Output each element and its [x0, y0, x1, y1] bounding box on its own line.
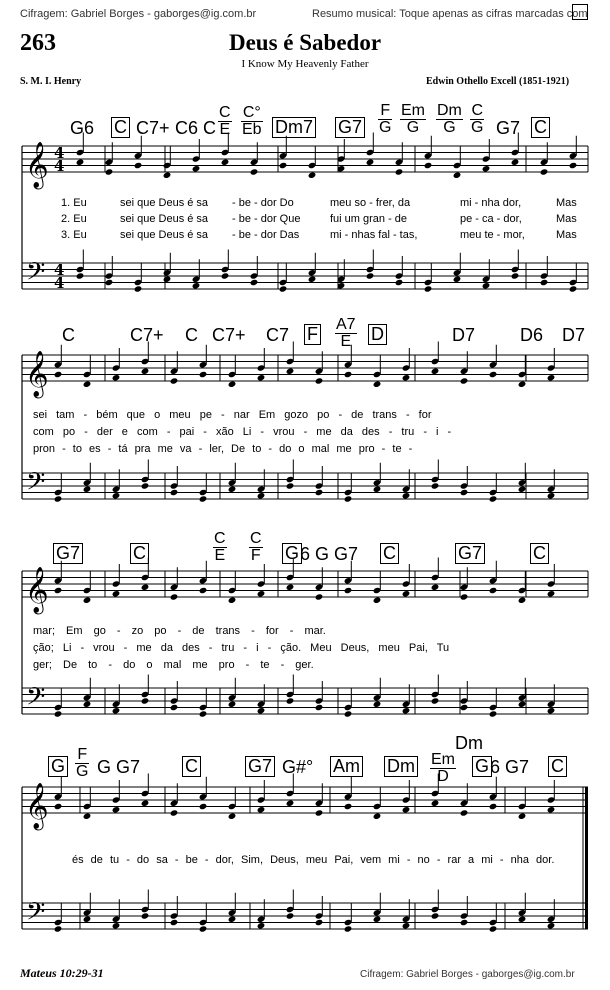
notehead [199, 587, 208, 594]
chord-marked: G [282, 543, 302, 564]
lyric-verse-1: Mas [556, 197, 577, 209]
notehead [286, 697, 295, 704]
notehead [431, 800, 440, 807]
notehead [199, 925, 208, 932]
chord-marked: G7 [53, 543, 83, 564]
notehead [431, 368, 440, 375]
chord-marked: G7 [335, 117, 365, 138]
lyric-verse-2: fui um gran - de [330, 213, 408, 225]
notehead [221, 159, 230, 166]
notehead [569, 162, 578, 169]
notehead [228, 597, 237, 604]
notehead [228, 916, 237, 923]
notehead [453, 276, 462, 283]
notehead [460, 809, 469, 816]
chord-marked: G [472, 756, 492, 777]
lyric-verse-3: ger; De to - do o mal me pro - te - ger. [33, 659, 314, 671]
notehead [170, 377, 179, 384]
notehead [395, 168, 404, 175]
notehead [105, 168, 114, 175]
notehead [344, 803, 353, 810]
notehead [192, 282, 201, 289]
lyric-verse-2: - be - dor Que [232, 213, 301, 225]
lyric-verse-1: meu so - frer, da [330, 197, 411, 209]
notehead [286, 368, 295, 375]
chord: G G7 [97, 757, 141, 777]
treble-clef: 𝄞 [25, 783, 49, 829]
notehead [460, 377, 469, 384]
notehead [489, 495, 498, 502]
notehead [569, 285, 578, 292]
slash-chord: $\frac{C}{E}$ [219, 104, 231, 138]
chord-marked: C [111, 117, 130, 138]
notehead [431, 584, 440, 591]
notehead [489, 925, 498, 932]
notehead [112, 374, 121, 381]
chord-marked: F [304, 324, 321, 345]
notehead [286, 482, 295, 489]
notehead [547, 492, 556, 499]
notehead [315, 377, 324, 384]
bass-clef: 𝄢 [26, 897, 46, 933]
notehead [373, 916, 382, 923]
slash-chord: $\frac{Em}{D}$ [431, 751, 455, 785]
slash-chord: $\frac{Dm}{G}$ [437, 102, 462, 136]
lyric-verse-3: - be - dor Das [232, 229, 300, 241]
notehead [163, 276, 172, 283]
bass-clef: 𝄢 [26, 257, 46, 293]
notehead [482, 282, 491, 289]
chord: D6 [520, 325, 544, 345]
notehead [460, 919, 469, 926]
chord: C [203, 118, 216, 138]
chord-marked: C [531, 117, 550, 138]
lyric-verse-2: pe - ca - dor, [460, 213, 522, 225]
header-summary-note: Resumo musical: Toque apenas as cifras marcadas com [312, 8, 588, 20]
chord-marked: C [380, 543, 399, 564]
lyric-verse-1: mar; Em go - zo po - de trans - for - mar. [33, 625, 326, 637]
notehead [286, 584, 295, 591]
notehead [547, 590, 556, 597]
notehead [402, 922, 411, 929]
notehead [366, 159, 375, 166]
notehead [518, 486, 527, 493]
chord: 6 G G7 [300, 544, 359, 564]
notehead [540, 279, 549, 286]
notehead [257, 590, 266, 597]
notehead [221, 272, 230, 279]
slash-chord: $\frac{C}{E}$ [214, 530, 226, 564]
notehead [54, 371, 63, 378]
notehead [315, 704, 324, 711]
notehead [112, 707, 121, 714]
notehead [83, 381, 92, 388]
lyric-verse-3: Mas [556, 229, 577, 241]
chord: 6 G7 [490, 757, 530, 777]
lyric-verse-1: sei que Deus é sa [120, 197, 209, 209]
notehead [170, 704, 179, 711]
slash-chord: $\frac{C}{G}$ [471, 102, 484, 136]
notehead [83, 486, 92, 493]
notehead [540, 168, 549, 175]
notehead [257, 374, 266, 381]
notehead [112, 492, 121, 499]
notehead [54, 587, 63, 594]
chord-marked: Dm [384, 756, 418, 777]
notehead [279, 162, 288, 169]
time-signature-bottom: 4 [54, 274, 65, 292]
chord: C [185, 325, 198, 345]
notehead [257, 492, 266, 499]
notehead [83, 813, 92, 820]
notehead [489, 710, 498, 717]
notehead [431, 697, 440, 704]
chord-marked: C [548, 756, 567, 777]
chord: D7 [452, 325, 476, 345]
notehead [83, 701, 92, 708]
time-signature-top: 4 [54, 144, 65, 162]
chord-marked: G [48, 756, 68, 777]
notehead [54, 925, 63, 932]
lyric-verse-2: sei que Deus é sa [120, 213, 209, 225]
lyric-verse-1: sei tam - bém que o meu pe - nar Em gozo po - de trans - for [33, 409, 432, 421]
notehead [402, 707, 411, 714]
notehead [112, 806, 121, 813]
notehead [373, 381, 382, 388]
notehead [518, 701, 527, 708]
chord: C7+ [212, 325, 246, 345]
lyric-verse-3: meu te - mor, [460, 229, 525, 241]
notehead [199, 710, 208, 717]
footer-credit: Cifragem: Gabriel Borges - gaborges@ig.com.br [360, 969, 575, 980]
bass-clef: 𝄢 [26, 682, 46, 718]
notehead [460, 704, 469, 711]
slash-chord: $\frac{C^\circ}{Eb}$ [242, 104, 262, 138]
notehead [141, 368, 150, 375]
notehead [112, 922, 121, 929]
bass-clef: 𝄢 [26, 467, 46, 503]
chord-marked: D [368, 324, 387, 345]
chord-marked: Am [330, 756, 363, 777]
notehead [453, 172, 462, 179]
lyric-verse-3: mi - nhas fal - tas, [330, 229, 418, 241]
chord: C7+ [130, 325, 164, 345]
notehead [308, 172, 317, 179]
notehead [315, 593, 324, 600]
lyric-verse-1: 1. Eu [61, 197, 87, 209]
notehead [192, 165, 201, 172]
notehead [344, 710, 353, 717]
lyric-verse-1: mi - nha dor, [460, 197, 522, 209]
notehead [76, 272, 85, 279]
notehead [134, 162, 143, 169]
lyric-verse-3: 3. Eu [61, 229, 87, 241]
treble-clef: 𝄞 [25, 351, 49, 397]
lyricist: S. M. I. Henry [20, 76, 82, 87]
notehead [344, 371, 353, 378]
notehead [76, 159, 85, 166]
lyric-verse-2: ção; Li - vrou - me da des - tru - i - ção. Meu Deus, meu Pai, Tu [33, 642, 450, 654]
notehead [279, 285, 288, 292]
slash-chord: $\frac{F}{G}$ [76, 746, 89, 780]
notehead [141, 800, 150, 807]
chord: C [62, 325, 75, 345]
notehead [134, 285, 143, 292]
notehead [308, 276, 317, 283]
notehead [344, 925, 353, 932]
notehead [373, 813, 382, 820]
notehead [141, 482, 150, 489]
notehead [170, 489, 179, 496]
notehead [460, 593, 469, 600]
notehead [511, 159, 520, 166]
notehead [489, 803, 498, 810]
chord: G6 [70, 118, 95, 138]
notehead [315, 809, 324, 816]
notehead [228, 381, 237, 388]
notehead [424, 162, 433, 169]
notehead [518, 381, 527, 388]
notehead [257, 922, 266, 929]
slash-chord: $\frac{Em}{G}$ [401, 102, 425, 136]
notehead [518, 813, 527, 820]
notehead [402, 806, 411, 813]
lyric-verse-1: - be - dor Do [232, 197, 294, 209]
lyric-verse-3: sei que Deus é sa [120, 229, 209, 241]
notehead [228, 813, 237, 820]
notehead [170, 919, 179, 926]
notehead [547, 374, 556, 381]
notehead [54, 710, 63, 717]
notehead [54, 495, 63, 502]
chord-marked: C [182, 756, 201, 777]
notehead [286, 800, 295, 807]
chord: G7 [496, 118, 521, 138]
notehead [163, 172, 172, 179]
notehead [199, 495, 208, 502]
notehead [402, 492, 411, 499]
slash-chord: $\frac{F}{G}$ [379, 102, 392, 136]
notehead [373, 701, 382, 708]
hymn-subtitle: I Know My Heavenly Father [241, 58, 369, 70]
notehead [489, 371, 498, 378]
notehead [344, 587, 353, 594]
notehead [83, 597, 92, 604]
chord: D7 [562, 325, 586, 345]
notehead [228, 701, 237, 708]
chord-marked: G7 [455, 543, 485, 564]
lyric-verse-2: com po - der e com - pai - xão Li - vrou - me da des - tru - i - [33, 426, 452, 438]
notehead [315, 489, 324, 496]
slash-chord: $\frac{C}{F}$ [250, 530, 262, 564]
notehead [141, 584, 150, 591]
notehead [431, 482, 440, 489]
notehead [547, 922, 556, 929]
lyric-verse-3: pron - to es - tá pra me va - ler, De to - do o mal me pro - te - [33, 443, 413, 455]
notehead [424, 285, 433, 292]
hymn-title: Deus é Sabedor [228, 30, 382, 55]
notehead [373, 597, 382, 604]
chord-marked: Dm7 [272, 117, 316, 138]
notehead [141, 697, 150, 704]
hymn-number: 263 [20, 30, 56, 56]
chord-marked: C [530, 543, 549, 564]
chord: C7+ [136, 118, 170, 138]
notehead [83, 916, 92, 923]
slash-chord: $\frac{A7}{E}$ [336, 316, 356, 350]
notehead [250, 279, 259, 286]
notehead [547, 806, 556, 813]
notehead [402, 590, 411, 597]
notehead [373, 486, 382, 493]
notehead [286, 912, 295, 919]
notehead [431, 912, 440, 919]
chord: G#° [282, 757, 314, 777]
notehead [489, 587, 498, 594]
chord-marked: C [130, 543, 149, 564]
treble-clef: 𝄞 [25, 567, 49, 613]
notehead [511, 272, 520, 279]
notehead [315, 919, 324, 926]
chord-marked: G7 [245, 756, 275, 777]
notehead [482, 165, 491, 172]
chord: C7 [266, 325, 290, 345]
notehead [105, 279, 114, 286]
scripture-reference: Mateus 10:29-31 [20, 966, 104, 980]
notehead [547, 707, 556, 714]
notehead [518, 916, 527, 923]
header-credit: Cifragem: Gabriel Borges - gaborges@ig.com.br [20, 8, 257, 20]
notehead [344, 495, 353, 502]
notehead [141, 912, 150, 919]
notehead [199, 371, 208, 378]
time-signature-bottom: 4 [54, 157, 65, 175]
notehead [228, 486, 237, 493]
notehead [170, 593, 179, 600]
notehead [112, 590, 121, 597]
lyric-verse-2: 2. Eu [61, 213, 87, 225]
notehead [257, 707, 266, 714]
notehead [366, 272, 375, 279]
notehead [170, 809, 179, 816]
notehead [250, 168, 259, 175]
chord: C6 [175, 118, 199, 138]
time-signature-top: 4 [54, 261, 65, 279]
notehead [395, 279, 404, 286]
notehead [402, 374, 411, 381]
notehead [518, 597, 527, 604]
lyric-verse-2: Mas [556, 213, 577, 225]
chord: Dm [455, 733, 483, 753]
notehead [257, 806, 266, 813]
notehead [460, 489, 469, 496]
composer: Edwin Othello Excell (1851-1921) [426, 76, 570, 87]
treble-clef: 𝄞 [25, 142, 49, 188]
lyric-verse-1: és de tu - do sa - be - dor, Sim, Deus, meu Pai, vem mi - no - rar a mi - nha dor. [72, 854, 555, 866]
notehead [199, 803, 208, 810]
notehead [54, 803, 63, 810]
